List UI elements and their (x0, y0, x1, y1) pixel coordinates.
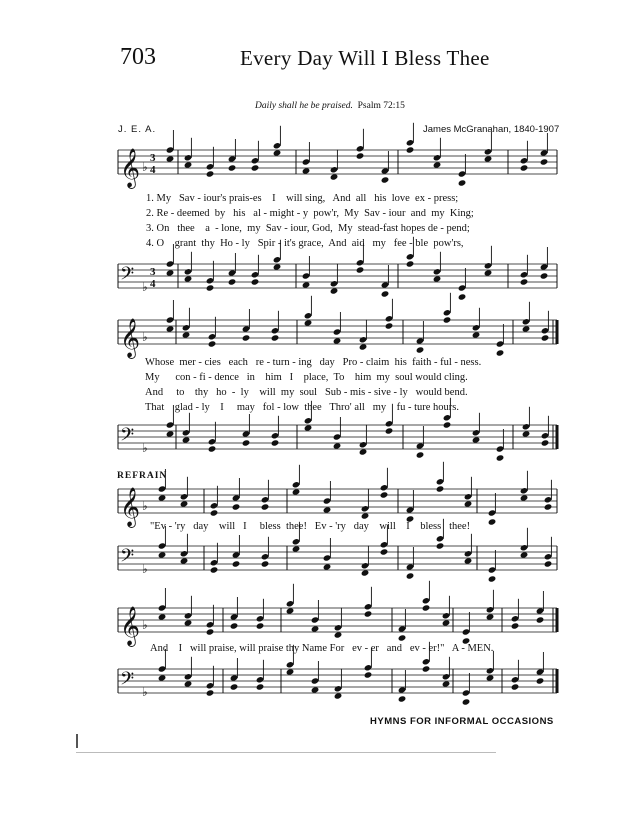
flat-icon: ♭ (142, 562, 148, 576)
notehead (472, 331, 481, 338)
notehead (210, 566, 219, 573)
notehead (541, 439, 550, 446)
notehead (522, 325, 531, 332)
notehead (232, 560, 241, 567)
notehead (158, 494, 167, 501)
notehead (436, 485, 445, 492)
treble-clef-icon: 𝄞 (120, 148, 141, 188)
notehead (292, 488, 301, 495)
notehead (334, 631, 343, 638)
notehead (251, 164, 260, 171)
refrain-lyrics-line-2: And I will praise, will praise thy Name For ev - er and ev - er!" A - MEN. (150, 643, 494, 654)
notehead (356, 152, 365, 159)
treble-clef-icon: 𝄞 (120, 487, 141, 527)
flat-icon: ♭ (142, 685, 148, 699)
notehead (271, 334, 280, 341)
notehead (520, 278, 529, 285)
notehead (302, 281, 311, 288)
notehead (228, 278, 237, 285)
notehead (381, 290, 390, 297)
notehead (158, 613, 167, 620)
notehead (273, 149, 282, 156)
notehead (242, 439, 251, 446)
notehead (256, 683, 265, 690)
notehead (511, 622, 520, 629)
bass-clef-icon: 𝄢 (120, 425, 135, 450)
verse-2-line-2: My con - fi - dence in him I place, To him my soul would cling. (145, 372, 468, 383)
page-edge-mark (76, 734, 78, 748)
notehead (406, 146, 415, 153)
notehead (184, 680, 193, 687)
verse-3-line-2: And to thy ho - ly will my soul Sub - mis - sive - ly would bend. (145, 387, 468, 398)
notehead (486, 674, 495, 681)
composer-credit: James McGranahan, 1840-1907 (423, 124, 560, 135)
notehead (184, 275, 193, 282)
notehead (544, 503, 553, 510)
notehead (206, 170, 215, 177)
verse-4-line-2: That glad - ly I may fol - low thee Thro' all my fu - ture hours. (145, 402, 460, 413)
notehead (228, 164, 237, 171)
flat-icon: ♭ (142, 330, 148, 344)
notehead (458, 293, 467, 300)
notehead (536, 616, 545, 623)
notehead (261, 503, 270, 510)
author-credit: J. E. A. (118, 124, 157, 135)
notehead (443, 316, 452, 323)
notehead (364, 610, 373, 617)
notehead (302, 167, 311, 174)
notehead (292, 545, 301, 552)
notehead (334, 692, 343, 699)
notehead (522, 430, 531, 437)
notehead (385, 322, 394, 329)
bass-clef-icon: 𝄢 (120, 669, 135, 694)
notehead (333, 337, 342, 344)
notehead (208, 445, 217, 452)
notehead (484, 269, 493, 276)
time-signature-bottom: 4 (150, 278, 156, 290)
notehead (540, 158, 549, 165)
notehead (436, 542, 445, 549)
notehead (166, 269, 175, 276)
notehead (206, 689, 215, 696)
notehead (511, 683, 520, 690)
notehead (356, 266, 365, 273)
time-signature-top: 3 (150, 266, 156, 278)
notehead (180, 500, 189, 507)
treble-clef-icon: 𝄞 (120, 606, 141, 646)
notehead (311, 686, 320, 693)
hymn-title: Every Day Will I Bless Thee (240, 46, 490, 70)
notehead (333, 442, 342, 449)
bass-clef-icon: 𝄢 (120, 264, 135, 289)
verse-4-line-1: 4. O grant thy Ho - ly Spir - it's grace, And aid my fee - ble pow'rs, (146, 238, 464, 249)
notehead (304, 424, 313, 431)
notehead (416, 451, 425, 458)
flat-icon: ♭ (142, 499, 148, 513)
notehead (361, 569, 370, 576)
notehead (544, 560, 553, 567)
notehead (442, 619, 451, 626)
notehead (520, 551, 529, 558)
scripture-reference: Psalm 72:15 (357, 101, 405, 111)
notehead (520, 494, 529, 501)
notehead (184, 619, 193, 626)
scripture-text: Daily shall he be praised. (255, 101, 353, 111)
notehead (520, 164, 529, 171)
page-bottom-rule (76, 752, 496, 753)
notehead (472, 436, 481, 443)
flat-icon: ♭ (142, 160, 148, 174)
refrain-lyrics-line-1: "Ev - 'ry day will I bless thee! Ev - 'ry day will I bless thee! (150, 521, 471, 532)
verse-3-line-1: 3. On thee a - lone, my Sav - iour, God, My stead-fast hopes de - pend; (146, 223, 470, 234)
notehead (496, 454, 505, 461)
notehead (422, 665, 431, 672)
notehead (496, 349, 505, 356)
notehead (208, 340, 217, 347)
notehead (230, 683, 239, 690)
notehead (182, 436, 191, 443)
notehead (484, 155, 493, 162)
notehead (286, 668, 295, 675)
notehead (184, 161, 193, 168)
notehead (261, 560, 270, 567)
notehead (398, 695, 407, 702)
verse-1-line-1: 1. My Sav - iour's prais-es I will sing, And all his love ex - press; (146, 193, 459, 204)
time-signature-top: 3 (150, 152, 156, 164)
notehead (210, 509, 219, 516)
notehead (398, 634, 407, 641)
notehead (458, 179, 467, 186)
notehead (206, 628, 215, 635)
notehead (232, 503, 241, 510)
notehead (166, 430, 175, 437)
notehead (311, 625, 320, 632)
notehead (286, 607, 295, 614)
flat-icon: ♭ (142, 441, 148, 455)
notehead (385, 427, 394, 434)
notehead (206, 284, 215, 291)
notehead (304, 319, 313, 326)
notehead (359, 343, 368, 350)
verse-1-line-2: Whose mer - cies each re - turn - ing day Pro - claim his faith - ful - ness. (145, 357, 482, 368)
notehead (381, 176, 390, 183)
notehead (433, 275, 442, 282)
notehead (359, 448, 368, 455)
notehead (251, 278, 260, 285)
notehead (330, 173, 339, 180)
refrain-label: REFRAIN (117, 471, 168, 481)
notehead (242, 334, 251, 341)
flat-icon: ♭ (142, 618, 148, 632)
notehead (166, 325, 175, 332)
notehead (182, 331, 191, 338)
notehead (464, 557, 473, 564)
notehead (256, 622, 265, 629)
notehead (488, 518, 497, 525)
notehead (361, 512, 370, 519)
verse-2-line-1: 2. Re - deemed by his al - might - y pow'r, My Sav - iour and my King; (146, 208, 474, 219)
notehead (273, 263, 282, 270)
notehead (380, 491, 389, 498)
notehead (180, 557, 189, 564)
notehead (323, 563, 332, 570)
treble-clef-icon: 𝄞 (120, 318, 141, 358)
bass-clef-icon: 𝄢 (120, 546, 135, 571)
notehead (323, 506, 332, 513)
notehead (406, 260, 415, 267)
notehead (422, 604, 431, 611)
notehead (442, 680, 451, 687)
notehead (433, 161, 442, 168)
notehead (271, 439, 280, 446)
notehead (158, 674, 167, 681)
notehead (330, 287, 339, 294)
notehead (380, 548, 389, 555)
notehead (364, 671, 373, 678)
notehead (416, 346, 425, 353)
notehead (406, 572, 415, 579)
flat-icon: ♭ (142, 280, 148, 294)
section-footer: HYMNS FOR INFORMAL OCCASIONS (370, 716, 554, 727)
notehead (486, 613, 495, 620)
notehead (536, 677, 545, 684)
notehead (488, 575, 497, 582)
notehead (541, 334, 550, 341)
notehead (462, 698, 471, 705)
notehead (540, 272, 549, 279)
notehead (464, 500, 473, 507)
notehead (443, 421, 452, 428)
notehead (158, 551, 167, 558)
time-signature-bottom: 4 (150, 164, 156, 176)
hymn-number: 703 (120, 44, 156, 70)
notehead (230, 622, 239, 629)
notehead (166, 155, 175, 162)
